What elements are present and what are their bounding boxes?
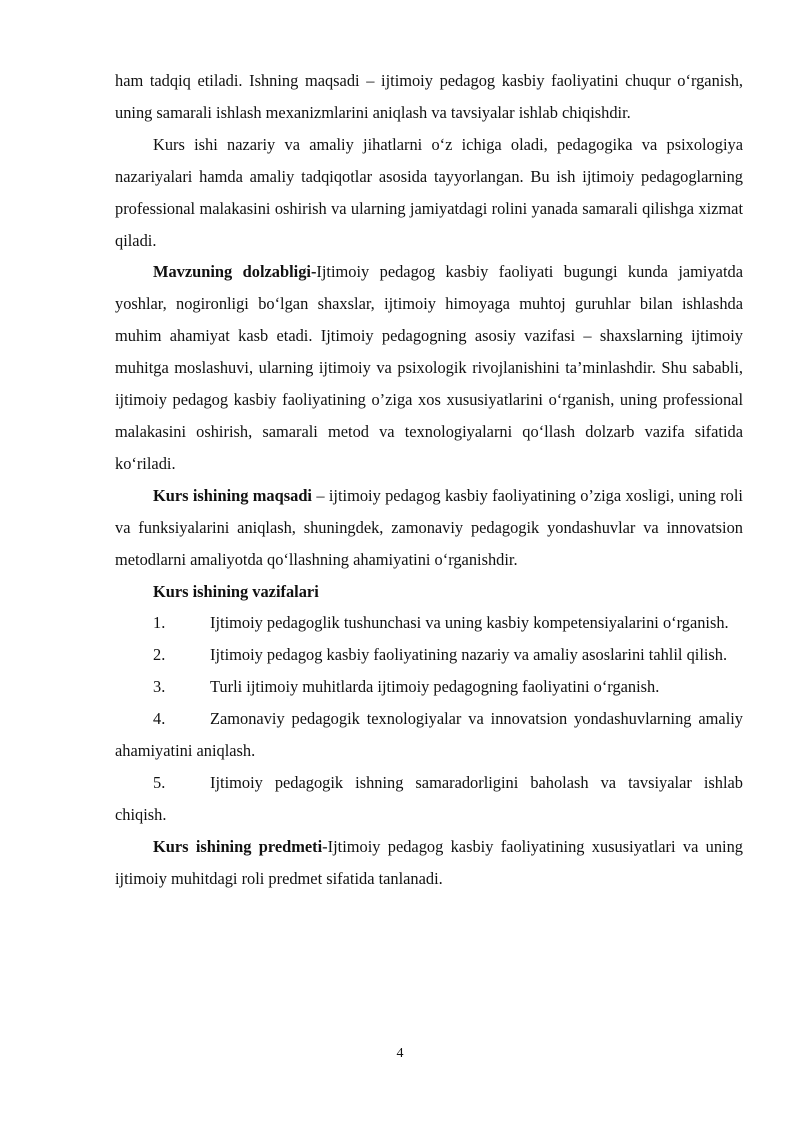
relevance-heading: Mavzuning dolzabligi- [153,262,317,282]
list-item-text: Ijtimoiy pedagog kasbiy faoliyatining nazariy va amaliy asoslarini tahlil qilish. [210,645,728,665]
list-item-number: 1. [153,613,166,633]
tasks-heading: Kurs ishining vazifalari [153,581,319,601]
list-item-text: Zamonaviy pedagogik texnologiyalar va innovatsion yondashuvlarning amaliy ahamiyatini aniqlash. [115,709,743,761]
list-item [115,703,743,767]
list-item-text: Turli ijtimoiy muhitlarda ijtimoiy pedagogning faoliyatini o‘rganish. [210,677,660,697]
relevance-paragraph [115,256,743,479]
subject-paragraph [115,831,743,895]
tasks-list [115,607,743,830]
document-body [115,65,743,895]
list-item [115,607,743,639]
list-item [115,671,743,703]
goal-text: – ijtimoiy pedagog kasbiy faoliyatining o’ziga xosligi, uning roli va funksiyalarini aniqlash, shuningdek, zamonaviy pedagogik yondashuvlar va innovatsion metodlarni amaliyotda qo‘llashning ahamiyatini o‘rganishdir. [115,485,743,569]
relevance-text: Ijtimoiy pedagog kasbiy faoliyati bugungi kunda jamiyatda yoshlar, nogironligi bo‘lgan shaxslar, ijtimoiy himoyaga muhtoj guruhlar bilan ishlashda muhim ahamiyat kasb etadi. Ijtimoiy pedagogning asosiy vazifasi – shaxslarning ijtimoiy muhitga moslashuvi, ularning ijtimoiy va psixologik rivojlanishini ta’minlashdir. Shu sababli, ijtimoiy pedagog kasbiy faoliyatining o’ziga xos xususiyatlarini o‘rganish, uning professional malakasini oshirish, samarali metod va texnologiyalarni qo‘llash dolzarb vazifa sifatida ko‘riladi. [115,262,743,473]
list-item [115,767,743,831]
list-item-text: Ijtimoiy pedagoglik tushunchasi va uning kasbiy kompetensiyalarini o‘rganish. [210,613,729,633]
goal-heading: Kurs ishining maqsadi [153,485,312,505]
list-item-text: Ijtimoiy pedagogik ishning samaradorligini baholash va tavsiyalar ishlab chiqish. [115,772,743,824]
list-item [115,639,743,671]
list-item-number: 4. [153,709,166,729]
list-item-number: 2. [153,645,166,665]
goal-paragraph [115,480,743,576]
subject-text: -Ijtimoiy pedagog kasbiy faoliyatining xususiyatlari va uning ijtimoiy muhitdagi roli predmet sifatida tanlanadi. [115,836,743,888]
list-item-number: 3. [153,677,166,697]
course-work-description-paragraph: Kurs ishi nazariy va amaliy jihatlarni o‘z ichiga oladi, pedagogika va psixologiya nazariyalari hamda amaliy tadqiqotlar asosida tayyorlangan. Bu ish ijtimoiy pedagoglarning professional malakasini oshirish va ularning jamiyatdagi rolini yanada samarali qilishga xizmat qiladi. [115,134,743,250]
intro-paragraph-continuation: ham tadqiq etiladi. Ishning maqsadi – ijtimoiy pedagog kasbiy faoliyatini chuqur o‘rganish, uning samarali ishlash mexanizmlarini aniqlash va tavsiyalar ishlab chiqishdir. [115,71,743,122]
subject-heading: Kurs ishining predmeti [153,836,323,856]
page-number: 4 [396,1046,404,1061]
list-item-number: 5. [153,772,166,792]
